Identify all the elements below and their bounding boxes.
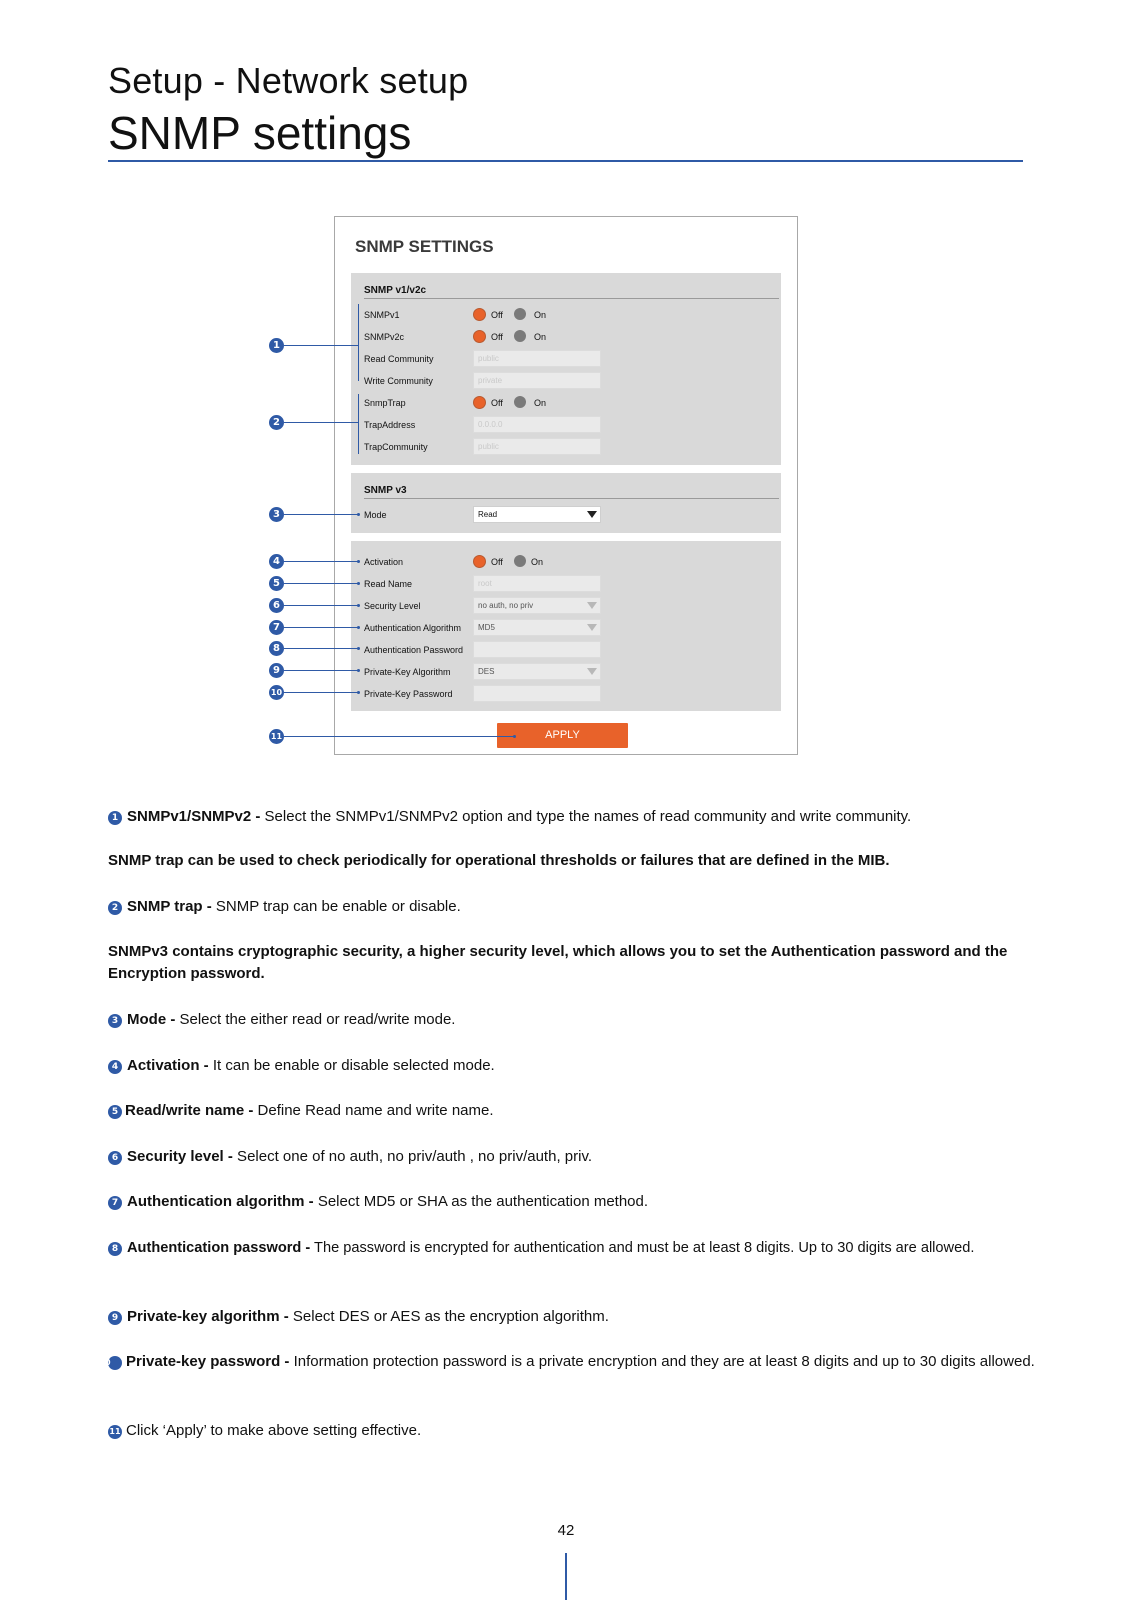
description-4 (108, 1055, 1048, 1077)
term: SNMPv1/SNMPv2 - (127, 808, 261, 825)
callout-badge-1: 1 (269, 338, 284, 353)
number-badge: 9 (108, 1311, 122, 1325)
number-badge: 2 (108, 901, 122, 915)
group-divider (364, 498, 779, 499)
group-divider (364, 298, 779, 299)
term: Private-key password - (126, 1353, 290, 1370)
trap-community-label: TrapCommunity (364, 442, 428, 452)
number-badge: 8 (108, 1242, 122, 1256)
number-badge: 11 (108, 1425, 122, 1439)
read-name-label: Read Name (364, 579, 413, 589)
number-badge: 5 (108, 1105, 122, 1119)
term: SNMP trap - (127, 898, 212, 915)
callout-dot (357, 513, 360, 516)
description-text: Click ‘Apply’ to make above setting effective. (126, 1422, 422, 1439)
term: Authentication algorithm - (127, 1193, 314, 1210)
auth-algorithm-value: MD5 (478, 623, 495, 632)
callout-badge-3: 3 (269, 507, 284, 522)
description-7 (108, 1191, 1048, 1213)
write-community-input[interactable]: private (473, 372, 601, 389)
callout-line (284, 583, 358, 584)
snmpv1-off-radio[interactable] (473, 308, 486, 321)
apply-button[interactable]: APPLY (497, 723, 628, 748)
radio-label: On (534, 332, 547, 342)
mode-value: Read (478, 510, 498, 519)
chevron-down-icon (587, 511, 597, 518)
callout-line (284, 561, 358, 562)
number-badge: 6 (108, 1151, 122, 1165)
auth-algorithm-label: Authentication Algorithm (364, 623, 462, 633)
radio-label: Off (491, 310, 503, 320)
mode-label: Mode (364, 510, 387, 520)
auth-password-input[interactable] (473, 641, 601, 658)
description-text: Information protection password is a private encryption and they are at least 8 digits and up to 30 digits allowed. (289, 1353, 1035, 1370)
callout-dot (357, 669, 360, 672)
auth-algorithm-select[interactable] (473, 619, 601, 636)
privkey-password-input[interactable] (473, 685, 601, 702)
radio-label: On (534, 310, 547, 320)
callout-badge-4: 4 (269, 554, 284, 569)
privkey-algorithm-select[interactable] (473, 663, 601, 680)
snmp-v1v2c-group (351, 273, 781, 465)
page-subtitle: Setup - Network setup (108, 60, 469, 101)
callout-line (284, 605, 358, 606)
snmp-v3-group (351, 473, 781, 533)
callout-dot (357, 560, 360, 563)
group-title-v1v2c: SNMP v1/v2c (364, 285, 427, 296)
chevron-down-icon (587, 668, 597, 675)
callout-dot (357, 626, 360, 629)
description-10 (99, 1351, 1048, 1373)
callout-badge-2: 2 (269, 415, 284, 430)
description-9 (108, 1306, 1048, 1328)
radio-label: On (531, 557, 544, 567)
snmptrap-label: SnmpTrap (364, 398, 406, 408)
description-6 (108, 1146, 1048, 1168)
callout-line (284, 345, 358, 346)
note-snmpv3: SNMPv3 contains cryptographic security, a higher security level, which allows you to set the Authentication password and the Encryption password. (108, 943, 1008, 982)
note-snmp-trap: SNMP trap can be used to check periodically for operational thresholds or failures that are defined in the MIB. (108, 852, 890, 869)
trap-address-label: TrapAddress (364, 420, 416, 430)
snmptrap-on-radio[interactable] (514, 396, 526, 408)
privkey-password-label: Private-Key Password (364, 689, 453, 699)
description-text: SNMP trap can be enable or disable. (211, 898, 461, 915)
callout-dot (357, 582, 360, 585)
radio-label: Off (491, 398, 503, 408)
snmptrap-off-radio[interactable] (473, 396, 486, 409)
chevron-down-icon (587, 624, 597, 631)
number-badge: 1 (108, 811, 122, 825)
callout-line (284, 670, 358, 671)
privkey-algorithm-value: DES (478, 667, 495, 676)
snmpv2c-label: SNMPv2c (364, 332, 405, 342)
activation-off-radio[interactable] (473, 555, 486, 568)
description-5 (108, 1100, 1048, 1122)
description-8 (108, 1237, 1128, 1259)
number-badge: 4 (108, 1060, 122, 1074)
snmpv1-on-radio[interactable] (514, 308, 526, 320)
callout-line (284, 422, 358, 423)
activation-on-radio[interactable] (514, 555, 526, 567)
callout-dot (357, 647, 360, 650)
callout-badge-7: 7 (269, 620, 284, 635)
callout-bracket-2 (358, 394, 359, 454)
term: Security level - (127, 1148, 233, 1165)
description-text: Select one of no auth, no priv/auth , no priv/auth, priv. (232, 1148, 592, 1165)
description-11 (108, 1420, 1048, 1442)
description-text: Select MD5 or SHA as the authentication method. (313, 1193, 649, 1210)
snmpv2c-on-radio[interactable] (514, 330, 526, 342)
page-number-bar (565, 1553, 567, 1600)
description-text: Select the either read or read/write mode. (175, 1011, 456, 1028)
read-name-input[interactable]: root (473, 575, 601, 592)
trap-community-input[interactable]: public (473, 438, 601, 455)
page-number: 42 (557, 1522, 575, 1539)
snmp-settings-panel (334, 216, 798, 755)
trap-address-input[interactable]: 0.0.0.0 (473, 416, 601, 433)
number-badge: 10 (108, 1356, 122, 1370)
callout-line (284, 627, 358, 628)
privkey-algorithm-label: Private-Key Algorithm (364, 667, 451, 677)
auth-password-label: Authentication Password (364, 645, 464, 655)
write-community-label: Write Community (364, 376, 433, 386)
page-title: SNMP settings (108, 107, 412, 159)
panel-title: SNMP SETTINGS (355, 237, 494, 256)
snmpv2c-off-radio[interactable] (473, 330, 486, 343)
radio-label: Off (491, 332, 503, 342)
number-badge: 7 (108, 1196, 122, 1210)
description-text: Select DES or AES as the encryption algorithm. (288, 1308, 609, 1325)
description-text: Select the SNMPv1/SNMPv2 option and type the names of read community and write community. (260, 808, 912, 825)
callout-line (284, 692, 358, 693)
term: Private-key algorithm - (127, 1308, 289, 1325)
callout-badge-9: 9 (269, 663, 284, 678)
callout-dot (513, 735, 516, 738)
term: Mode - (127, 1011, 176, 1028)
read-community-label: Read Community (364, 354, 434, 364)
description-text: It can be enable or disable selected mode. (208, 1057, 495, 1074)
description-2 (108, 896, 1048, 918)
number-badge: 3 (108, 1014, 122, 1028)
snmp-v3-details-group (351, 541, 781, 711)
security-level-value: no auth, no priv (478, 601, 534, 610)
group-title-v3: SNMP v3 (364, 485, 407, 496)
callout-badge-11: 11 (269, 729, 284, 744)
snmpv1-label: SNMPv1 (364, 310, 400, 320)
callout-line (284, 648, 358, 649)
callout-line (284, 736, 514, 737)
callout-badge-10: 10 (269, 685, 284, 700)
activation-label: Activation (364, 557, 404, 567)
description-text: The password is encrypted for authentication and must be at least 8 digits. Up to 30 digits are allowed. (310, 1240, 975, 1256)
mode-select[interactable] (473, 506, 601, 523)
security-level-select[interactable] (473, 597, 601, 614)
description-3 (108, 1009, 1048, 1031)
radio-label: Off (491, 557, 503, 567)
description-text: Define Read name and write name. (253, 1102, 494, 1119)
term: Activation - (127, 1057, 209, 1074)
term: Read/write name - (125, 1102, 254, 1119)
callout-dot (357, 604, 360, 607)
term: Authentication password - (127, 1240, 311, 1256)
security-level-label: Security Level (364, 601, 421, 611)
callout-bracket-1 (358, 304, 359, 381)
radio-label: On (534, 398, 547, 408)
chevron-down-icon (587, 602, 597, 609)
callout-line (284, 514, 358, 515)
callout-badge-8: 8 (269, 641, 284, 656)
header-rule (108, 160, 1023, 162)
callout-dot (357, 691, 360, 694)
read-community-input[interactable]: public (473, 350, 601, 367)
description-1 (108, 806, 1048, 828)
callout-badge-6: 6 (269, 598, 284, 613)
callout-badge-5: 5 (269, 576, 284, 591)
